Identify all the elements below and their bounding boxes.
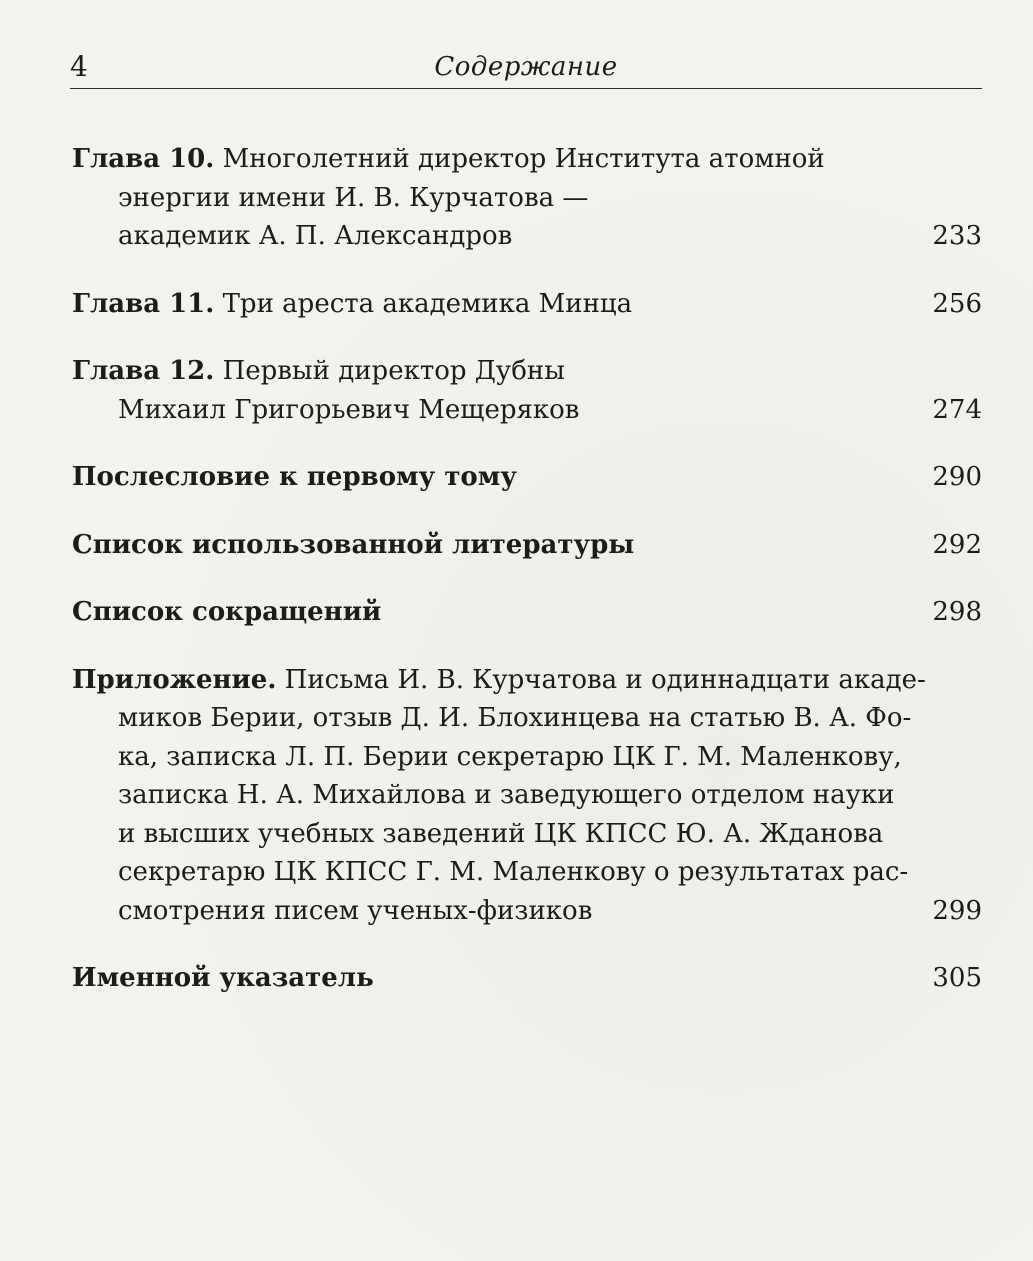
toc-entry-name-index [72, 959, 982, 998]
appendix-title-line: Письма И. В. Курчатова и одиннадцати акаде- [284, 664, 926, 695]
page-number: 4 [70, 50, 88, 83]
chapter-title-line: Три ареста академика Минца [222, 288, 633, 319]
appendix-label: Приложение. [72, 664, 277, 695]
section-title: Именной указатель [72, 963, 374, 993]
toc-entry-chapter-10 [72, 140, 982, 256]
page-ref: 305 [932, 963, 982, 993]
appendix-title-line: записка Н. А. Михайлова и заведующего отделом науки [118, 780, 895, 810]
chapter-title-line: энергии имени И. В. Курчатова — [118, 182, 589, 213]
toc-entry-chapter-12 [72, 352, 982, 429]
chapter-title-line: Михаил Григорьевич Мещеряков [118, 394, 580, 425]
appendix-title-line: смотрения писем ученых-физиков [118, 895, 593, 926]
appendix-title-line: секретарю ЦК КПСС Г. М. Маленкову о результатах рас- [118, 857, 909, 887]
chapter-title-line: Первый директор Дубны [222, 356, 565, 386]
header-rule [70, 88, 982, 89]
page-ref: 274 [932, 394, 982, 425]
page-ref: 298 [932, 597, 982, 627]
toc-entry-appendix [72, 661, 982, 931]
toc-entry-line [72, 285, 902, 324]
page-header [70, 48, 982, 88]
page-ref: 233 [932, 221, 982, 251]
chapter-label: Глава 10. [72, 144, 215, 174]
page-ref: 299 [932, 895, 982, 926]
page-ref: 292 [932, 529, 982, 560]
toc-entry-line [72, 352, 902, 391]
chapter-label: Глава 11. [72, 288, 215, 319]
chapter-title-line: Многолетний директор Института атомной [222, 144, 825, 174]
appendix-title-line: ка, записка Л. П. Берии секретарю ЦК Г. М. Маленкову, [118, 741, 902, 772]
toc-entry-afterword [72, 458, 982, 497]
appendix-title-line: и высших учебных заведений ЦК КПСС Ю. А. Жданова [118, 818, 884, 849]
table-of-contents [72, 140, 982, 998]
chapter-label: Глава 12. [72, 356, 215, 386]
chapter-title-line: академик А. П. Александров [118, 221, 513, 251]
toc-entry-line [72, 661, 926, 700]
section-title: Список использованной литературы [72, 529, 635, 560]
page-ref: 290 [932, 462, 982, 492]
page-ref: 256 [932, 288, 982, 319]
running-title: Содержание [434, 52, 618, 82]
section-title: Список сокращений [72, 597, 382, 627]
toc-entry-chapter-11 [72, 285, 982, 324]
appendix-title-line: миков Берии, отзыв Д. И. Блохинцева на статью В. А. Фо- [118, 703, 912, 733]
toc-entry-abbreviations [72, 593, 982, 632]
toc-entry-bibliography [72, 526, 982, 565]
section-title: Послесловие к первому тому [72, 462, 517, 492]
toc-entry-line [72, 140, 902, 179]
